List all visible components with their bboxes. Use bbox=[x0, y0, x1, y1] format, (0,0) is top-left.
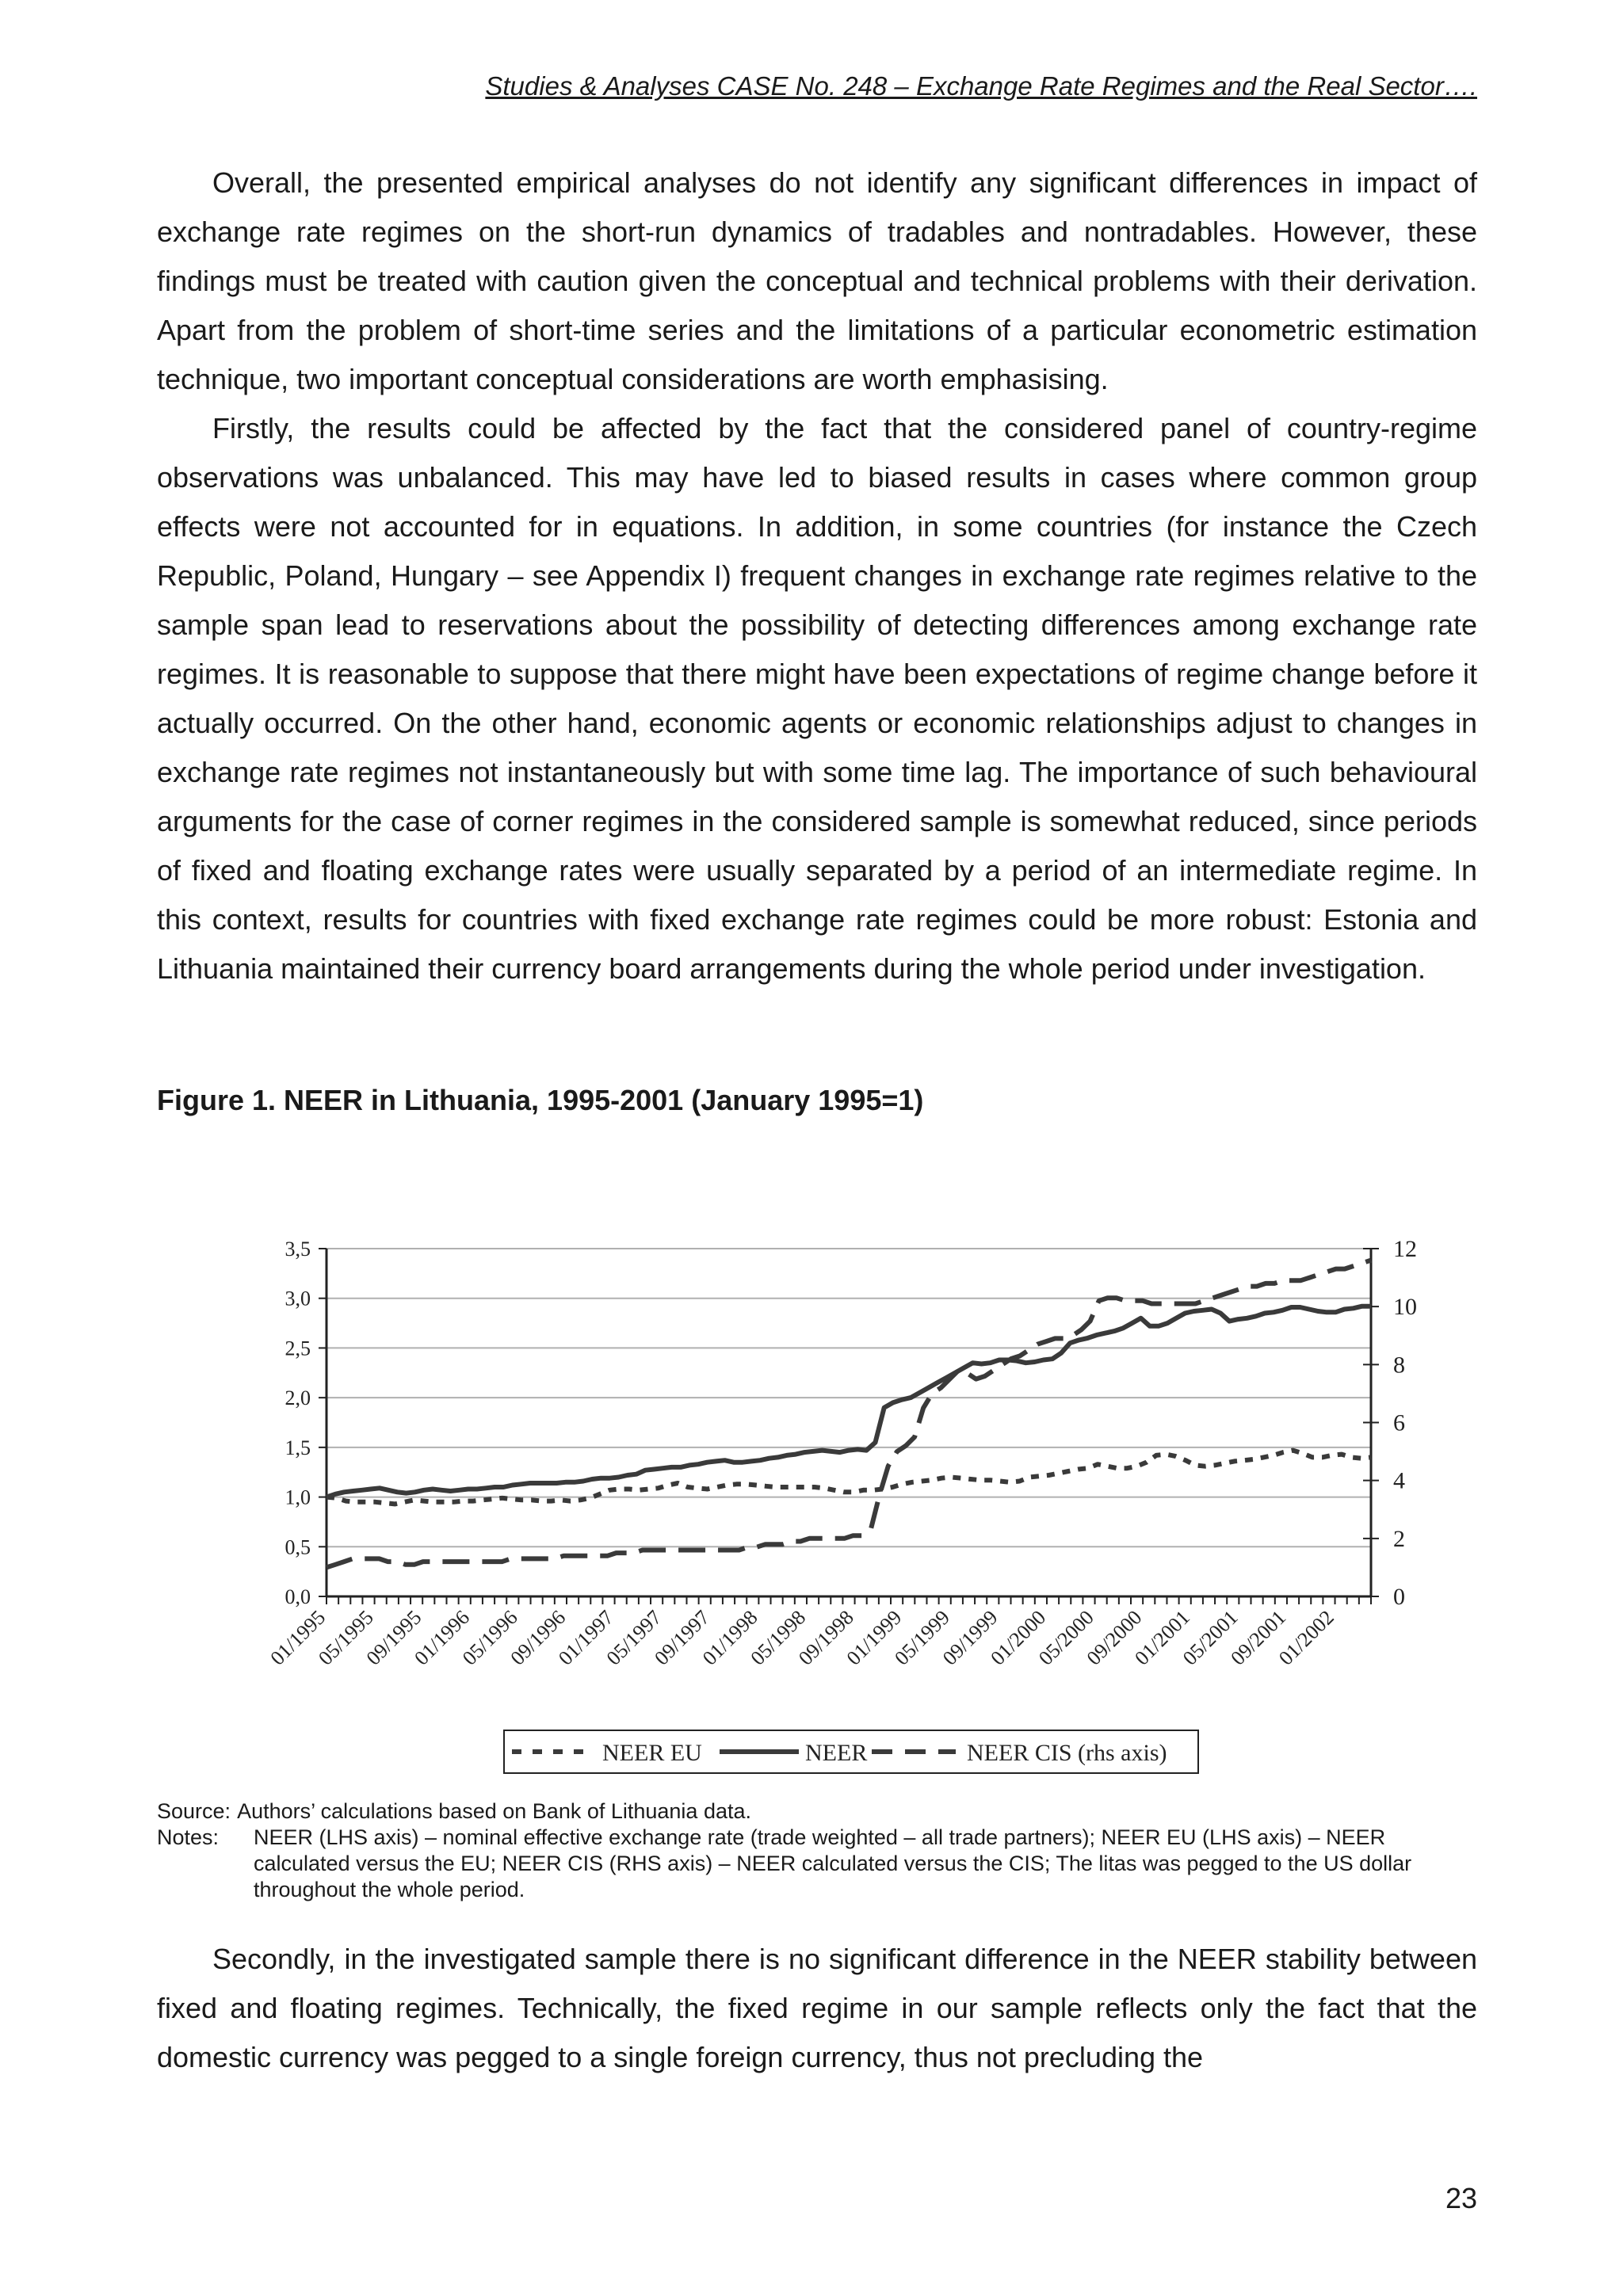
series-line-neer-eu bbox=[327, 1451, 1371, 1505]
left-axis-tick-label: 3,5 bbox=[285, 1238, 311, 1261]
x-axis-tick-label: 01/1995 bbox=[265, 1605, 330, 1670]
paragraph: Overall, the presented empirical analyses do not identify any significant differences in impact of exchange rate regimes on the short-run dynamics of tradables and nontradables. However, these findings must be treated with caution given the conceptual and technical problems with their derivation. Apart from the problem of short-time series and the limitations of a particular econometric estimation technique, two important conceptual considerations are worth emphasising. bbox=[157, 166, 1477, 395]
paragraph: Firstly, the results could be affected by the fact that the considered panel of country-regime observations was unbalanced. This may have led to biased results in cases where common group effects were not accounted for in equations. In addition, in some countries (for instance the Czech Republic, Poland, Hungary – see Appendix I) frequent changes in exchange rate regimes relative to the sample span lead to reservations about the possibility of detecting differences among exchange rate regimes. It is reasonable to suppose that there might have been expectations of regime change before it actually occurred. On the other hand, economic agents or economic relationships adjust to changes in exchange rate regimes not instantaneously but with some time lag. The importance of such behavioural arguments for the case of corner regimes in the considered sample is somewhat reduced, since periods of fixed and floating exchange rates were usually separated by a period of an intermediate regime. In this context, results for countries with fixed exchange rate regimes could be more robust: Estonia and Lithuania maintained their currency board arrangements during the whole period under investigation. bbox=[157, 412, 1477, 985]
body-text-continued bbox=[157, 1935, 1477, 2082]
left-axis-tick-label: 0,0 bbox=[285, 1585, 311, 1608]
x-axis-tick-label: 01/2000 bbox=[986, 1605, 1051, 1670]
figure-notes bbox=[157, 1798, 1477, 1903]
figure-title: Figure 1. NEER in Lithuania, 1995-2001 (January 1995=1) bbox=[157, 1084, 924, 1116]
chart-gridlines bbox=[327, 1249, 1371, 1547]
x-axis-tick-label: 09/2000 bbox=[1082, 1605, 1147, 1670]
notes-label: Notes: bbox=[157, 1825, 220, 1849]
page-number: 23 bbox=[1445, 2182, 1477, 2214]
x-axis-tick-label: 05/1995 bbox=[314, 1605, 378, 1670]
right-axis-tick-label: 4 bbox=[1393, 1467, 1405, 1494]
x-axis-tick-label: 05/2001 bbox=[1178, 1605, 1243, 1670]
x-axis-tick-label: 09/1995 bbox=[361, 1605, 426, 1670]
x-axis-tick-label: 01/2001 bbox=[1130, 1605, 1195, 1670]
x-axis-tick-label: 05/2000 bbox=[1034, 1605, 1098, 1670]
legend-label: NEER CIS (rhs axis) bbox=[967, 1740, 1167, 1766]
right-axis-tick-label: 2 bbox=[1393, 1525, 1405, 1552]
left-axis-tick-label: 0,5 bbox=[285, 1535, 311, 1559]
x-axis-tick-label: 09/1997 bbox=[650, 1605, 715, 1670]
x-axis-tick-label: 05/1999 bbox=[890, 1605, 955, 1670]
x-axis-tick-label: 09/1998 bbox=[794, 1605, 858, 1670]
chart-legend bbox=[504, 1730, 1198, 1773]
chart-axes bbox=[319, 1249, 1379, 1604]
x-axis-tick-label: 05/1996 bbox=[457, 1605, 522, 1670]
notes-text: NEER (LHS axis) – nominal effective exchange rate (trade weighted – all trade partners); NEER EU (LHS axis) – NEER calculated versus the EU; NEER CIS (RHS axis) – NEER calculated versus the CIS; The litas was pegged to the US dollar throughout the whole period. bbox=[254, 1825, 1412, 1901]
right-axis-tick-label: 6 bbox=[1393, 1409, 1405, 1436]
legend-label: NEER EU bbox=[602, 1740, 702, 1766]
chart-lines bbox=[327, 1261, 1371, 1568]
x-axis-tick-label: 05/1998 bbox=[746, 1605, 811, 1670]
right-axis-tick-label: 8 bbox=[1393, 1352, 1405, 1379]
series-line-neer-cis-rhs-axis bbox=[327, 1261, 1371, 1568]
x-axis-tick-label: 05/1997 bbox=[601, 1605, 666, 1670]
source-text: Authors’ calculations based on Bank of Lithuania data. bbox=[237, 1799, 751, 1823]
right-axis-tick-label: 12 bbox=[1393, 1236, 1417, 1262]
left-axis-tick-label: 1,5 bbox=[285, 1436, 311, 1459]
x-axis-tick-label: 09/1999 bbox=[938, 1605, 1002, 1670]
left-axis-tick-label: 3,0 bbox=[285, 1287, 311, 1310]
right-axis-tick-label: 0 bbox=[1393, 1584, 1405, 1610]
source-label: Source: bbox=[157, 1799, 231, 1823]
closing-paragraph: Secondly, in the investigated sample there is no significant difference in the NEER stability between fixed and floating regimes. Technically, the fixed regime in our sample reflects only the fact that the domestic currency was pegged to a single foreign currency, thus not precluding the bbox=[157, 1943, 1477, 2073]
x-axis-tick-label: 09/2001 bbox=[1226, 1605, 1291, 1670]
x-axis-tick-label: 01/1999 bbox=[842, 1605, 907, 1670]
x-axis-tick-label: 01/1996 bbox=[410, 1605, 475, 1670]
x-axis-tick-label: 09/1996 bbox=[506, 1605, 571, 1670]
x-axis-tick-label: 01/1998 bbox=[697, 1605, 762, 1670]
right-axis-tick-label: 10 bbox=[1393, 1294, 1417, 1321]
series-line-neer bbox=[327, 1306, 1371, 1497]
x-axis-tick-label: 01/2002 bbox=[1274, 1605, 1338, 1670]
left-axis-tick-label: 2,0 bbox=[285, 1386, 311, 1410]
left-axis-tick-label: 2,5 bbox=[285, 1337, 311, 1360]
left-axis-tick-label: 1,0 bbox=[285, 1486, 311, 1509]
running-header: Studies & Analyses CASE No. 248 – Exchange Rate Regimes and the Real Sector…. bbox=[485, 71, 1477, 101]
legend-label: NEER bbox=[805, 1740, 868, 1766]
x-axis-tick-label: 01/1997 bbox=[554, 1605, 618, 1670]
